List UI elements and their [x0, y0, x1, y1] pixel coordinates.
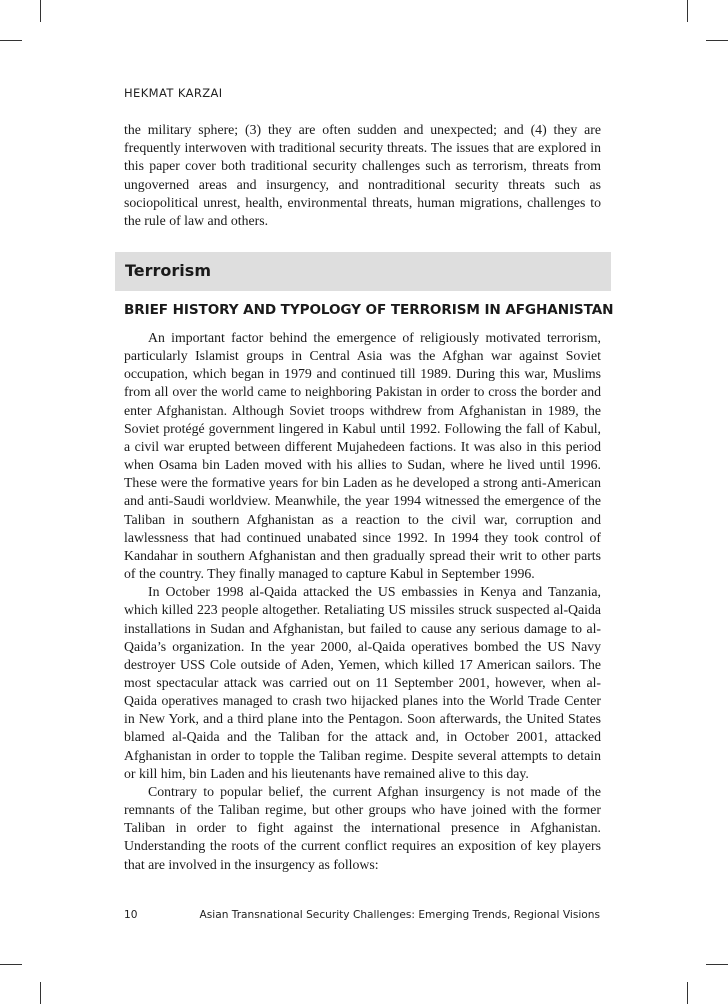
body-paragraph-1: An important factor behind the emergence of religiously motivated terrorism, particularly Islamist groups in Central Asia was the Afghan war against Soviet occupation, which began in 1979 and continued till 1989. During this war, Muslims from all over the world came to neighboring Pakistan in order to cross the border and enter Afghanistan. Although Soviet troops withdrew from Afghanistan in 1989, the Soviet protégé government lingered in Kabul until 1992. Following the fall of Kabul, a civil war erupted between different Mujahedeen factions. It was also in this period when Osama bin Laden moved with his allies to Sudan, where he lived until 1996. These were the formative years for bin Laden as he developed a strong anti-American and anti-Saudi worldview. Meanwhile, the year 1994 witnessed the emergence of the Taliban in southern Afghanistan as a reaction to the civil war, corruption and lawlessness that had continued unabated since 1992. In 1994 they took control of Kandahar in southern Afghanistan and then gradually spread their writ to other parts of the country. They finally managed to capture Kabul in September 1996.: [124, 330, 601, 582]
page-number: 10: [124, 909, 138, 921]
running-head: HEKMAT KARZAI: [124, 86, 223, 100]
intro-paragraph: the military sphere; (3) they are often sudden and unexpected; and (4) they are frequently interwoven with traditional security threats. The issues that are explored in this paper cover both traditional security challenges such as terrorism, threats from ungoverned areas and insurgency, and nontraditional security threats such as sociopolitical unrest, health, environmental threats, human migrations, challenges to the rule of law and others.: [124, 122, 601, 229]
crop-mark-top-right-horizontal: [706, 40, 728, 41]
section-header-band: [115, 252, 611, 291]
section-title: Terrorism: [125, 261, 211, 280]
crop-mark-bottom-right-horizontal: [706, 964, 728, 965]
crop-mark-top-right-vertical: [687, 0, 688, 22]
subheading: BRIEF HISTORY AND TYPOLOGY OF TERRORISM IN AFGHANISTAN: [124, 302, 614, 318]
crop-mark-bottom-left-horizontal: [0, 964, 22, 965]
crop-mark-bottom-left-vertical: [40, 982, 41, 1004]
crop-mark-top-left-vertical: [40, 0, 41, 22]
crop-mark-bottom-right-vertical: [687, 982, 688, 1004]
body-text: [124, 329, 601, 874]
book-title: Asian Transnational Security Challenges: Emerging Trends, Regional Visions: [199, 909, 600, 921]
crop-mark-top-left-horizontal: [0, 40, 22, 41]
body-paragraph-3: Contrary to popular belief, the current Afghan insurgency is not made of the remnants of the Taliban regime, but other groups who have joined with the former Taliban in order to fight against the international presence in Afghanistan. Understanding the roots of the current conflict requires an exposition of key players that are involved in the insurgency as follows:: [124, 783, 601, 872]
body-paragraph-2: In October 1998 al-Qaida attacked the US embassies in Kenya and Tanzania, which killed 223 people altogether. Retaliating US missiles struck suspected al-Qaida installations in Sudan and Afghanistan, but failed to cause any serious damage to al-Qaida’s organization. In the year 2000, al-Qaida operatives bombed the US Navy destroyer USS Cole outside of Aden, Yemen, which killed 17 American sailors. The most spectacular attack was carried out on 11 September 2001, however, when al-Qaida operatives managed to crash two hijacked planes into the World Trade Center in New York, and a third plane into the Pentagon. Soon afterwards, the United States blamed al-Qaida and the Taliban for the attack and, in October 2001, attacked Afghanistan in order to topple the Taliban regime. Despite several attempts to detain or kill him, bin Laden and his lieutenants have remained alive to this day.: [124, 584, 601, 781]
